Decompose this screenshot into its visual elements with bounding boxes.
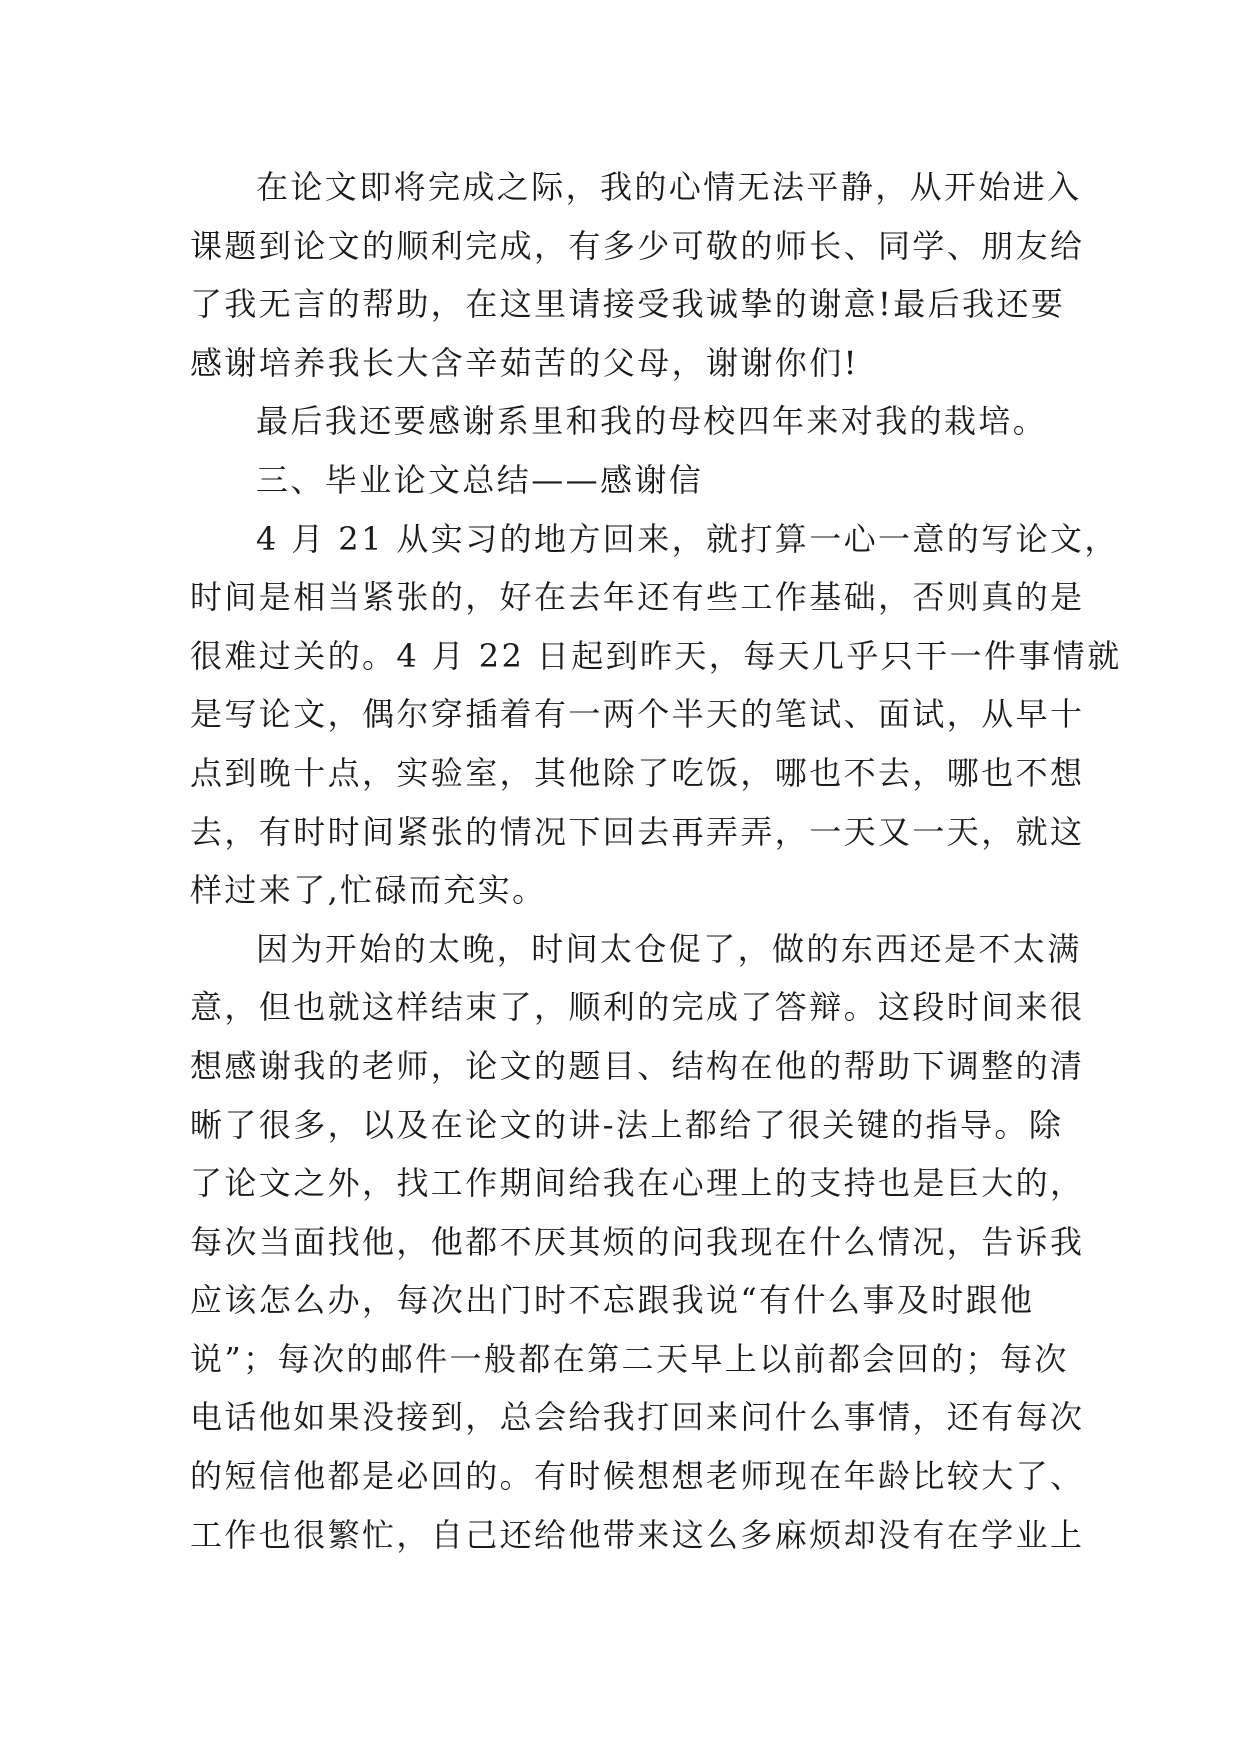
text-line: 晰了很多，以及在论文的讲-法上都给了很关键的指导。除 <box>190 1105 1064 1144</box>
text-line: 因为开始的太晚，时间太仓促了，做的东西还是不太满 <box>256 929 1082 968</box>
text-line: 4 月 21 从实习的地方回来，就打算一心一意的写论文， <box>256 519 1119 558</box>
text-line: 工作也很繁忙，自己还给他带来这么多麻烦却没有在学业上 <box>190 1515 1085 1554</box>
text-line: 点到晚十点，实验室，其他除了吃饭，哪也不去，哪也不想 <box>190 753 1085 792</box>
text-line: 感谢培养我长大含辛茹苦的父母，谢谢你们! <box>190 343 859 382</box>
text-line: 去，有时时间紧张的情况下回去再弄弄，一天又一天，就这 <box>190 812 1085 851</box>
text-line: 想感谢我的老师，论文的题目、结构在他的帮助下调整的清 <box>190 1046 1085 1085</box>
text-line: 是写论文，偶尔穿插着有一两个半天的笔试、面试，从早十 <box>190 695 1085 734</box>
text-line: 了论文之外，找工作期间给我在心理上的支持也是巨大的， <box>190 1164 1085 1203</box>
text-line: 说”；每次的邮件一般都在第二天早上以前都会回的；每次 <box>190 1339 1069 1378</box>
text-line: 最后我还要感谢系里和我的母校四年来对我的栽培。 <box>256 402 1048 441</box>
text-line: 意，但也就这样结束了，顺利的完成了答辩。这段时间来很 <box>190 988 1085 1027</box>
text-line: 在论文即将完成之际，我的心情无法平静，从开始进入 <box>256 168 1082 206</box>
text-line: 很难过关的。4 月 22 日起到昨天，每天几乎只干一件事情就 <box>190 636 1122 675</box>
text-line: 的短信他都是必回的。有时候想想老师现在年龄比较大了、 <box>190 1457 1085 1496</box>
text-line: 了我无言的帮助，在这里请接受我诚挚的谢意!最后我还要 <box>190 285 1066 324</box>
text-line: 每次当面找他，他都不厌其烦的问我现在什么情况，告诉我 <box>190 1222 1085 1261</box>
text-line: 电话他如果没接到，总会给我打回来问什么事情，还有每次 <box>190 1398 1085 1437</box>
text-line: 时间是相当紧张的，好在去年还有些工作基础，否则真的是 <box>190 578 1085 617</box>
body-text <box>190 158 1122 1564</box>
text-line: 应该怎么办，每次出门时不忘跟我说“有什么事及时跟他 <box>190 1281 1035 1320</box>
text-line: 样过来了,忙碌而充实。 <box>190 871 547 910</box>
section-heading: 三、毕业论文总结——感谢信 <box>256 460 704 499</box>
text-line: 课题到论文的顺利完成，有多少可敬的师长、同学、朋友给 <box>190 226 1085 265</box>
